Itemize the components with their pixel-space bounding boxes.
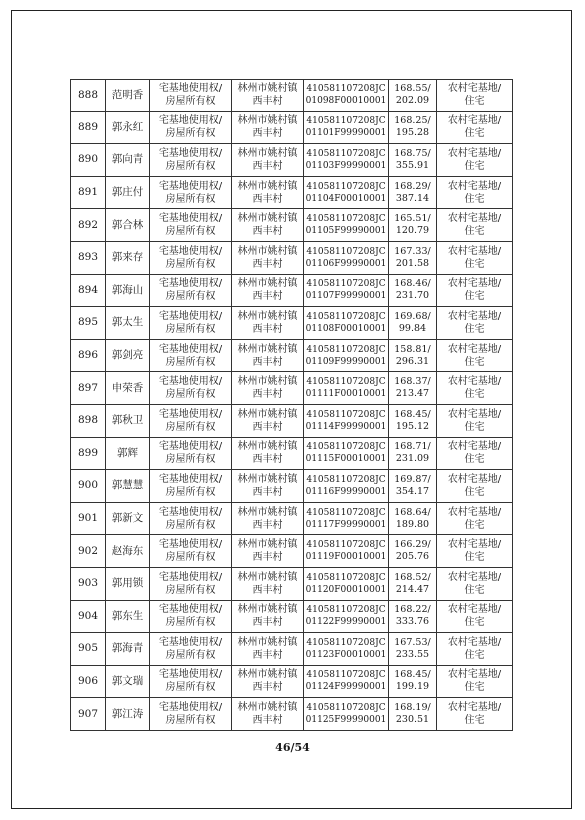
location: 林州市姚村镇 西丰村 [232, 470, 304, 502]
area: 169.68/ 99.84 [389, 307, 437, 339]
parcel-code: 410581107208JC 01104F00010001 [304, 177, 389, 209]
location: 林州市姚村镇 西丰村 [232, 242, 304, 274]
owner-name: 范明香 [106, 80, 150, 111]
right-type: 宅基地使用权/ 房屋所有权 [150, 535, 232, 567]
owner-name: 申荣香 [106, 372, 150, 404]
location: 林州市姚村镇 西丰村 [232, 340, 304, 372]
right-type: 宅基地使用权/ 房屋所有权 [150, 438, 232, 470]
land-use: 农村宅基地/ 住宅 [437, 535, 513, 567]
location: 林州市姚村镇 西丰村 [232, 503, 304, 535]
parcel-code: 410581107208JC 01106F99990001 [304, 242, 389, 274]
table-row [70, 177, 513, 210]
owner-name: 郭合林 [106, 209, 150, 241]
owner-name: 赵海东 [106, 535, 150, 567]
location: 林州市姚村镇 西丰村 [232, 144, 304, 176]
parcel-code: 410581107208JC 01119F00010001 [304, 535, 389, 567]
land-use: 农村宅基地/ 住宅 [437, 144, 513, 176]
table-row [70, 340, 513, 373]
table-row [70, 112, 513, 145]
owner-name: 郭永红 [106, 112, 150, 144]
right-type: 宅基地使用权/ 房屋所有权 [150, 242, 232, 274]
parcel-code: 410581107208JC 01098F00010001 [304, 80, 389, 111]
land-use: 农村宅基地/ 住宅 [437, 405, 513, 437]
row-number: 890 [70, 144, 106, 176]
parcel-code: 410581107208JC 01116F99990001 [304, 470, 389, 502]
right-type: 宅基地使用权/ 房屋所有权 [150, 568, 232, 600]
location: 林州市姚村镇 西丰村 [232, 666, 304, 698]
table-row [70, 438, 513, 471]
right-type: 宅基地使用权/ 房屋所有权 [150, 470, 232, 502]
land-use: 农村宅基地/ 住宅 [437, 601, 513, 633]
parcel-code: 410581107208JC 01115F00010001 [304, 438, 389, 470]
land-use: 农村宅基地/ 住宅 [437, 340, 513, 372]
right-type: 宅基地使用权/ 房屋所有权 [150, 503, 232, 535]
table-row [70, 503, 513, 536]
table-row [70, 470, 513, 503]
parcel-code: 410581107208JC 01117F99990001 [304, 503, 389, 535]
right-type: 宅基地使用权/ 房屋所有权 [150, 666, 232, 698]
location: 林州市姚村镇 西丰村 [232, 633, 304, 665]
area: 168.19/ 230.51 [389, 698, 437, 730]
row-number: 896 [70, 340, 106, 372]
row-number: 905 [70, 633, 106, 665]
area: 168.45/ 199.19 [389, 666, 437, 698]
area: 168.64/ 189.80 [389, 503, 437, 535]
row-number: 895 [70, 307, 106, 339]
right-type: 宅基地使用权/ 房屋所有权 [150, 601, 232, 633]
row-number: 893 [70, 242, 106, 274]
right-type: 宅基地使用权/ 房屋所有权 [150, 209, 232, 241]
location: 林州市姚村镇 西丰村 [232, 438, 304, 470]
parcel-code: 410581107208JC 01107F99990001 [304, 275, 389, 307]
right-type: 宅基地使用权/ 房屋所有权 [150, 144, 232, 176]
row-number: 901 [70, 503, 106, 535]
area: 169.87/ 354.17 [389, 470, 437, 502]
table-row [70, 698, 513, 731]
right-type: 宅基地使用权/ 房屋所有权 [150, 307, 232, 339]
parcel-code: 410581107208JC 01125F99990001 [304, 698, 389, 730]
owner-name: 郭用锁 [106, 568, 150, 600]
area: 168.29/ 387.14 [389, 177, 437, 209]
area: 168.45/ 195.12 [389, 405, 437, 437]
location: 林州市姚村镇 西丰村 [232, 535, 304, 567]
registry-table [70, 79, 513, 731]
owner-name: 郭秋卫 [106, 405, 150, 437]
right-type: 宅基地使用权/ 房屋所有权 [150, 177, 232, 209]
table-row [70, 144, 513, 177]
row-number: 899 [70, 438, 106, 470]
owner-name: 郭海青 [106, 633, 150, 665]
land-use: 农村宅基地/ 住宅 [437, 112, 513, 144]
land-use: 农村宅基地/ 住宅 [437, 177, 513, 209]
area: 167.33/ 201.58 [389, 242, 437, 274]
right-type: 宅基地使用权/ 房屋所有权 [150, 405, 232, 437]
right-type: 宅基地使用权/ 房屋所有权 [150, 698, 232, 730]
location: 林州市姚村镇 西丰村 [232, 601, 304, 633]
row-number: 903 [70, 568, 106, 600]
area: 166.29/ 205.76 [389, 535, 437, 567]
right-type: 宅基地使用权/ 房屋所有权 [150, 80, 232, 111]
owner-name: 郭海山 [106, 275, 150, 307]
area: 167.53/ 233.55 [389, 633, 437, 665]
owner-name: 郭新文 [106, 503, 150, 535]
area: 168.71/ 231.09 [389, 438, 437, 470]
row-number: 900 [70, 470, 106, 502]
parcel-code: 410581107208JC 01105F99990001 [304, 209, 389, 241]
table-row [70, 307, 513, 340]
area: 168.46/ 231.70 [389, 275, 437, 307]
location: 林州市姚村镇 西丰村 [232, 177, 304, 209]
table-row [70, 633, 513, 666]
owner-name: 郭辉 [106, 438, 150, 470]
land-use: 农村宅基地/ 住宅 [437, 372, 513, 404]
row-number: 904 [70, 601, 106, 633]
page-number: 46/54 [275, 741, 310, 754]
land-use: 农村宅基地/ 住宅 [437, 470, 513, 502]
right-type: 宅基地使用权/ 房屋所有权 [150, 633, 232, 665]
table-row [70, 601, 513, 634]
table-row [70, 405, 513, 438]
owner-name: 郭剑亮 [106, 340, 150, 372]
right-type: 宅基地使用权/ 房屋所有权 [150, 372, 232, 404]
area: 168.37/ 213.47 [389, 372, 437, 404]
location: 林州市姚村镇 西丰村 [232, 405, 304, 437]
land-use: 农村宅基地/ 住宅 [437, 307, 513, 339]
parcel-code: 410581107208JC 01109F99990001 [304, 340, 389, 372]
right-type: 宅基地使用权/ 房屋所有权 [150, 340, 232, 372]
parcel-code: 410581107208JC 01111F00010001 [304, 372, 389, 404]
row-number: 906 [70, 666, 106, 698]
parcel-code: 410581107208JC 01120F00010001 [304, 568, 389, 600]
parcel-code: 410581107208JC 01123F00010001 [304, 633, 389, 665]
area: 168.52/ 214.47 [389, 568, 437, 600]
table-row [70, 79, 513, 112]
row-number: 891 [70, 177, 106, 209]
parcel-code: 410581107208JC 01122F99990001 [304, 601, 389, 633]
area: 168.22/ 333.76 [389, 601, 437, 633]
parcel-code: 410581107208JC 01124F99990001 [304, 666, 389, 698]
row-number: 892 [70, 209, 106, 241]
table-row [70, 568, 513, 601]
row-number: 894 [70, 275, 106, 307]
land-use: 农村宅基地/ 住宅 [437, 275, 513, 307]
land-use: 农村宅基地/ 住宅 [437, 633, 513, 665]
row-number: 888 [70, 80, 106, 111]
location: 林州市姚村镇 西丰村 [232, 80, 304, 111]
row-number: 902 [70, 535, 106, 567]
location: 林州市姚村镇 西丰村 [232, 372, 304, 404]
land-use: 农村宅基地/ 住宅 [437, 698, 513, 730]
owner-name: 郭东生 [106, 601, 150, 633]
owner-name: 郭向青 [106, 144, 150, 176]
parcel-code: 410581107208JC 01108F00010001 [304, 307, 389, 339]
right-type: 宅基地使用权/ 房屋所有权 [150, 275, 232, 307]
row-number: 889 [70, 112, 106, 144]
area: 158.81/ 296.31 [389, 340, 437, 372]
table-row [70, 372, 513, 405]
parcel-code: 410581107208JC 01101F99990001 [304, 112, 389, 144]
owner-name: 郭文瑞 [106, 666, 150, 698]
area: 168.55/ 202.09 [389, 80, 437, 111]
owner-name: 郭来存 [106, 242, 150, 274]
owner-name: 郭太生 [106, 307, 150, 339]
land-use: 农村宅基地/ 住宅 [437, 666, 513, 698]
location: 林州市姚村镇 西丰村 [232, 112, 304, 144]
location: 林州市姚村镇 西丰村 [232, 568, 304, 600]
table-row [70, 535, 513, 568]
land-use: 农村宅基地/ 住宅 [437, 209, 513, 241]
owner-name: 郭慧慧 [106, 470, 150, 502]
row-number: 898 [70, 405, 106, 437]
owner-name: 郭庄付 [106, 177, 150, 209]
table-row [70, 242, 513, 275]
table-row [70, 209, 513, 242]
row-number: 907 [70, 698, 106, 730]
parcel-code: 410581107208JC 01103F99990001 [304, 144, 389, 176]
land-use: 农村宅基地/ 住宅 [437, 568, 513, 600]
land-use: 农村宅基地/ 住宅 [437, 242, 513, 274]
area: 165.51/ 120.79 [389, 209, 437, 241]
right-type: 宅基地使用权/ 房屋所有权 [150, 112, 232, 144]
table-row [70, 666, 513, 699]
location: 林州市姚村镇 西丰村 [232, 275, 304, 307]
area: 168.25/ 195.28 [389, 112, 437, 144]
row-number: 897 [70, 372, 106, 404]
table-row [70, 275, 513, 308]
location: 林州市姚村镇 西丰村 [232, 209, 304, 241]
owner-name: 郭江涛 [106, 698, 150, 730]
land-use: 农村宅基地/ 住宅 [437, 438, 513, 470]
land-use: 农村宅基地/ 住宅 [437, 503, 513, 535]
area: 168.75/ 355.91 [389, 144, 437, 176]
location: 林州市姚村镇 西丰村 [232, 698, 304, 730]
parcel-code: 410581107208JC 01114F99990001 [304, 405, 389, 437]
land-use: 农村宅基地/ 住宅 [437, 80, 513, 111]
location: 林州市姚村镇 西丰村 [232, 307, 304, 339]
